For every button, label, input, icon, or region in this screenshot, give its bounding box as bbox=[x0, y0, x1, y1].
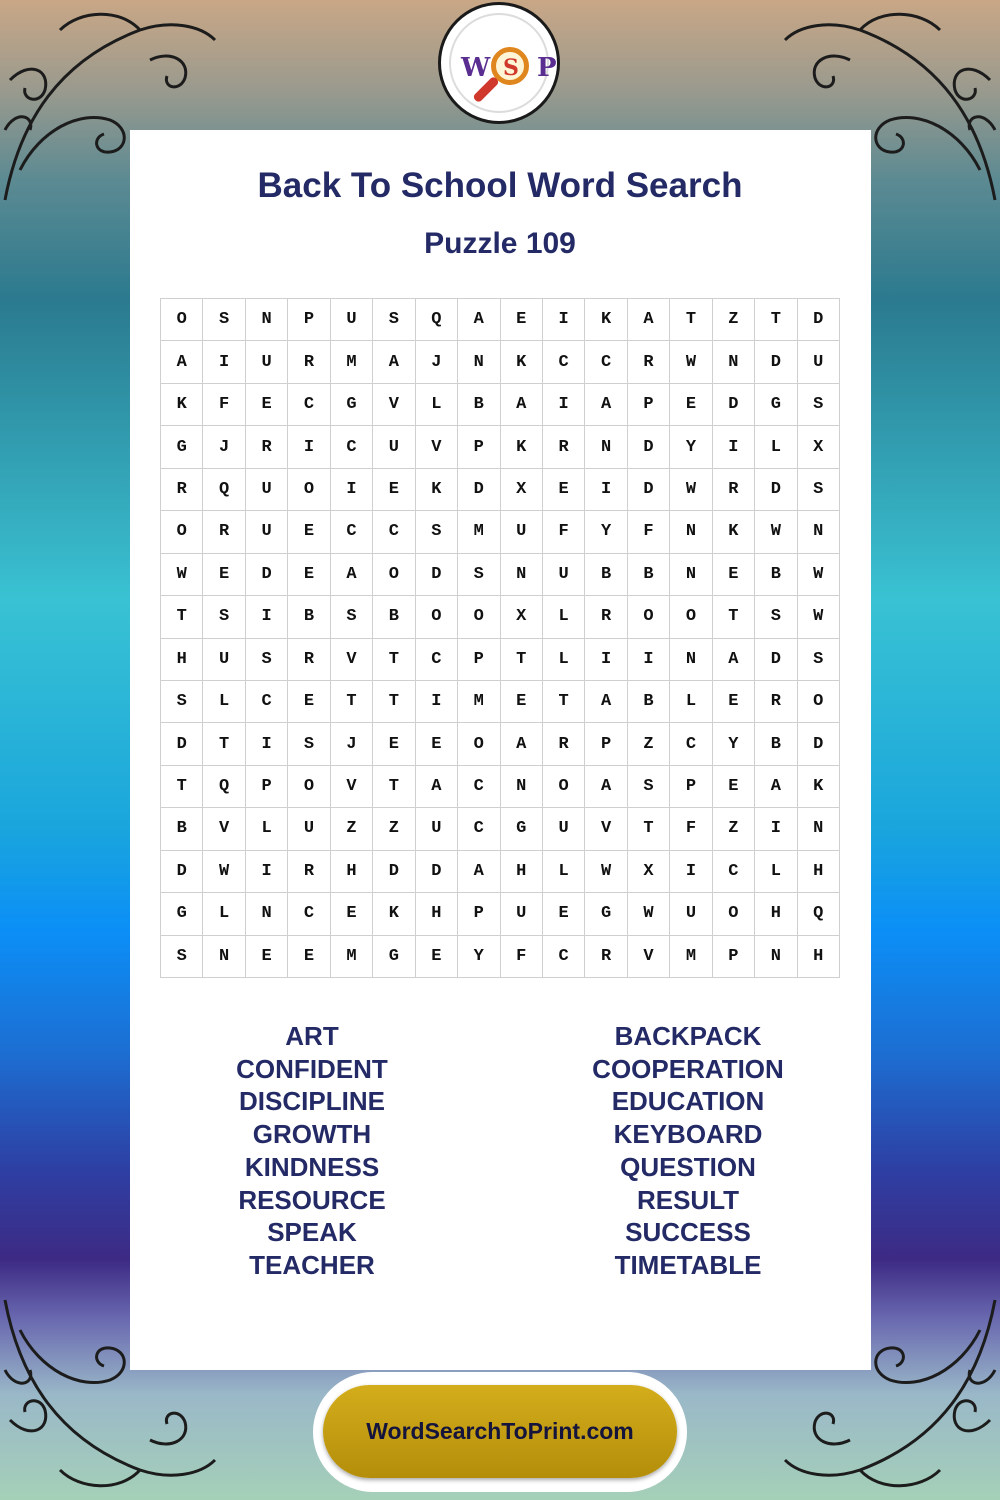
grid-cell[interactable]: Z bbox=[713, 808, 755, 850]
grid-cell[interactable]: D bbox=[755, 341, 797, 383]
grid-cell[interactable]: G bbox=[373, 936, 415, 978]
grid-cell[interactable]: R bbox=[543, 426, 585, 468]
grid-cell[interactable]: W bbox=[670, 469, 712, 511]
grid-cell[interactable]: X bbox=[628, 851, 670, 893]
grid-cell[interactable]: T bbox=[501, 639, 543, 681]
grid-cell[interactable]: O bbox=[458, 723, 500, 765]
grid-cell[interactable]: E bbox=[543, 893, 585, 935]
grid-cell[interactable]: C bbox=[543, 936, 585, 978]
grid-cell[interactable]: L bbox=[543, 851, 585, 893]
grid-cell[interactable]: L bbox=[416, 384, 458, 426]
grid-cell[interactable]: N bbox=[501, 766, 543, 808]
grid-cell[interactable]: M bbox=[458, 511, 500, 553]
grid-cell[interactable]: O bbox=[798, 681, 840, 723]
grid-cell[interactable]: T bbox=[373, 639, 415, 681]
grid-cell[interactable]: P bbox=[713, 936, 755, 978]
grid-cell[interactable]: T bbox=[373, 681, 415, 723]
grid-cell[interactable]: N bbox=[670, 511, 712, 553]
grid-cell[interactable]: S bbox=[203, 596, 245, 638]
word-item: SUCCESS bbox=[625, 1217, 751, 1248]
grid-cell[interactable]: C bbox=[585, 341, 627, 383]
grid-cell[interactable]: V bbox=[203, 808, 245, 850]
grid-cell[interactable]: S bbox=[628, 766, 670, 808]
grid-cell[interactable]: H bbox=[755, 893, 797, 935]
grid-cell[interactable]: E bbox=[713, 681, 755, 723]
grid-cell[interactable]: L bbox=[203, 893, 245, 935]
grid-cell[interactable]: O bbox=[288, 469, 330, 511]
grid-cell[interactable]: R bbox=[288, 639, 330, 681]
grid-cell[interactable]: Q bbox=[416, 299, 458, 341]
grid-cell[interactable]: O bbox=[670, 596, 712, 638]
grid-cell[interactable]: Z bbox=[628, 723, 670, 765]
grid-cell[interactable]: S bbox=[798, 469, 840, 511]
grid-cell[interactable]: E bbox=[203, 554, 245, 596]
grid-cell[interactable]: U bbox=[288, 808, 330, 850]
grid-cell[interactable]: C bbox=[458, 766, 500, 808]
grid-cell[interactable]: C bbox=[458, 808, 500, 850]
grid-cell[interactable]: E bbox=[713, 766, 755, 808]
grid-cell[interactable]: D bbox=[161, 723, 203, 765]
grid-cell[interactable]: R bbox=[246, 426, 288, 468]
grid-cell[interactable]: B bbox=[755, 723, 797, 765]
grid-cell[interactable]: A bbox=[501, 384, 543, 426]
grid-cell[interactable]: T bbox=[670, 299, 712, 341]
grid-cell[interactable]: D bbox=[713, 384, 755, 426]
grid-cell[interactable]: P bbox=[458, 639, 500, 681]
grid-cell[interactable]: Y bbox=[670, 426, 712, 468]
grid-cell[interactable]: P bbox=[246, 766, 288, 808]
grid-cell[interactable]: T bbox=[373, 766, 415, 808]
grid-cell[interactable]: U bbox=[543, 808, 585, 850]
grid-cell[interactable]: O bbox=[416, 596, 458, 638]
grid-cell[interactable]: R bbox=[161, 469, 203, 511]
logo-letter-p: P bbox=[537, 53, 557, 83]
grid-cell[interactable]: K bbox=[501, 341, 543, 383]
grid-cell[interactable]: W bbox=[161, 554, 203, 596]
grid-cell[interactable]: P bbox=[288, 299, 330, 341]
grid-cell[interactable]: S bbox=[246, 639, 288, 681]
grid-cell[interactable]: E bbox=[670, 384, 712, 426]
grid-cell[interactable]: K bbox=[161, 384, 203, 426]
grid-cell[interactable]: D bbox=[798, 723, 840, 765]
grid-cell[interactable]: K bbox=[798, 766, 840, 808]
grid-cell[interactable]: W bbox=[798, 596, 840, 638]
grid-cell[interactable]: H bbox=[416, 893, 458, 935]
grid-cell[interactable]: D bbox=[798, 299, 840, 341]
grid-cell[interactable]: A bbox=[585, 766, 627, 808]
grid-cell[interactable]: U bbox=[246, 341, 288, 383]
grid-cell[interactable]: T bbox=[755, 299, 797, 341]
grid-cell[interactable]: O bbox=[161, 299, 203, 341]
grid-cell[interactable]: A bbox=[458, 851, 500, 893]
grid-cell[interactable]: C bbox=[331, 426, 373, 468]
grid-cell[interactable]: W bbox=[585, 851, 627, 893]
grid-cell[interactable]: C bbox=[331, 511, 373, 553]
grid-cell[interactable]: J bbox=[416, 341, 458, 383]
grid-cell[interactable]: R bbox=[288, 341, 330, 383]
grid-cell[interactable]: P bbox=[628, 384, 670, 426]
grid-cell[interactable]: L bbox=[670, 681, 712, 723]
grid-cell[interactable]: O bbox=[161, 511, 203, 553]
grid-cell[interactable]: D bbox=[628, 426, 670, 468]
grid-cell[interactable]: R bbox=[585, 596, 627, 638]
grid-cell[interactable]: O bbox=[458, 596, 500, 638]
grid-cell[interactable]: A bbox=[585, 384, 627, 426]
grid-cell[interactable]: C bbox=[288, 384, 330, 426]
grid-cell[interactable]: S bbox=[798, 384, 840, 426]
grid-cell[interactable]: N bbox=[670, 554, 712, 596]
grid-cell[interactable]: G bbox=[585, 893, 627, 935]
word-item: ART bbox=[285, 1021, 339, 1051]
word-item: BACKPACK bbox=[614, 1021, 762, 1051]
grid-cell[interactable]: H bbox=[798, 936, 840, 978]
grid-cell[interactable]: E bbox=[288, 554, 330, 596]
grid-cell[interactable]: S bbox=[161, 936, 203, 978]
grid-cell[interactable]: N bbox=[798, 511, 840, 553]
grid-cell[interactable]: T bbox=[161, 766, 203, 808]
grid-cell[interactable]: D bbox=[628, 469, 670, 511]
grid-cell[interactable]: Y bbox=[713, 723, 755, 765]
grid-cell[interactable]: N bbox=[246, 299, 288, 341]
grid-cell[interactable]: V bbox=[373, 384, 415, 426]
grid-cell[interactable]: B bbox=[458, 384, 500, 426]
grid-cell[interactable]: E bbox=[246, 384, 288, 426]
grid-cell[interactable]: T bbox=[543, 681, 585, 723]
grid-cell[interactable]: I bbox=[246, 851, 288, 893]
puzzle-number: Puzzle 109 bbox=[424, 227, 576, 260]
grid-cell[interactable]: I bbox=[543, 384, 585, 426]
word-item: TIMETABLE bbox=[614, 1249, 762, 1280]
grid-cell[interactable]: U bbox=[246, 469, 288, 511]
grid-cell[interactable]: H bbox=[501, 851, 543, 893]
word-item: RESOURCE bbox=[238, 1184, 386, 1215]
grid-cell[interactable]: B bbox=[628, 681, 670, 723]
grid-cell[interactable]: S bbox=[288, 723, 330, 765]
grid-cell[interactable]: E bbox=[246, 936, 288, 978]
grid-cell[interactable]: T bbox=[203, 723, 245, 765]
grid-cell[interactable]: K bbox=[373, 893, 415, 935]
grid-cell[interactable]: E bbox=[288, 936, 330, 978]
grid-cell[interactable]: N bbox=[670, 639, 712, 681]
grid-cell[interactable]: E bbox=[416, 936, 458, 978]
grid-cell[interactable]: I bbox=[203, 341, 245, 383]
grid-cell[interactable]: I bbox=[755, 808, 797, 850]
grid-cell[interactable]: F bbox=[203, 384, 245, 426]
website-button[interactable]: WordSearchToPrint.com bbox=[323, 1385, 677, 1478]
logo-letter-w: W bbox=[461, 53, 491, 83]
grid-cell[interactable]: T bbox=[331, 681, 373, 723]
grid-cell[interactable]: C bbox=[416, 639, 458, 681]
grid-cell[interactable]: A bbox=[628, 299, 670, 341]
grid-cell[interactable]: S bbox=[331, 596, 373, 638]
grid-cell[interactable]: V bbox=[585, 808, 627, 850]
grid-cell[interactable]: G bbox=[755, 384, 797, 426]
grid-cell[interactable]: V bbox=[331, 639, 373, 681]
wsp-logo[interactable] bbox=[438, 2, 560, 124]
grid-cell[interactable]: C bbox=[543, 341, 585, 383]
grid-cell[interactable]: Z bbox=[713, 299, 755, 341]
grid-cell[interactable]: R bbox=[585, 936, 627, 978]
grid-cell[interactable]: G bbox=[161, 426, 203, 468]
grid-cell[interactable]: N bbox=[501, 554, 543, 596]
grid-cell[interactable]: E bbox=[543, 469, 585, 511]
grid-cell[interactable]: R bbox=[755, 681, 797, 723]
grid-cell[interactable]: P bbox=[585, 723, 627, 765]
word-item: CONFIDENT bbox=[236, 1053, 388, 1084]
grid-cell[interactable]: W bbox=[798, 554, 840, 596]
letter-grid bbox=[160, 298, 840, 978]
grid-cell[interactable]: W bbox=[203, 851, 245, 893]
grid-cell[interactable]: F bbox=[543, 511, 585, 553]
grid-cell[interactable]: M bbox=[458, 681, 500, 723]
grid-cell[interactable]: O bbox=[628, 596, 670, 638]
grid-cell[interactable]: E bbox=[373, 723, 415, 765]
grid-cell[interactable]: U bbox=[798, 341, 840, 383]
grid-cell[interactable]: V bbox=[416, 426, 458, 468]
grid-cell[interactable]: X bbox=[501, 469, 543, 511]
grid-cell[interactable]: L bbox=[246, 808, 288, 850]
grid-cell[interactable]: E bbox=[501, 681, 543, 723]
grid-cell[interactable]: F bbox=[670, 808, 712, 850]
grid-cell[interactable]: I bbox=[585, 639, 627, 681]
grid-cell[interactable]: T bbox=[161, 596, 203, 638]
grid-cell[interactable]: R bbox=[713, 469, 755, 511]
grid-cell[interactable]: U bbox=[203, 639, 245, 681]
grid-cell[interactable]: C bbox=[246, 681, 288, 723]
grid-cell[interactable]: G bbox=[331, 384, 373, 426]
grid-cell[interactable]: Q bbox=[798, 893, 840, 935]
grid-cell[interactable]: W bbox=[628, 893, 670, 935]
grid-cell[interactable]: A bbox=[585, 681, 627, 723]
grid-cell[interactable]: N bbox=[798, 808, 840, 850]
grid-cell[interactable]: D bbox=[416, 554, 458, 596]
grid-cell[interactable]: B bbox=[585, 554, 627, 596]
word-list-left bbox=[162, 1020, 462, 1282]
word-item: RESULT bbox=[636, 1184, 740, 1215]
grid-cell[interactable]: J bbox=[203, 426, 245, 468]
grid-cell[interactable]: E bbox=[713, 554, 755, 596]
grid-cell[interactable]: Q bbox=[203, 766, 245, 808]
grid-cell[interactable]: N bbox=[458, 341, 500, 383]
grid-cell[interactable]: A bbox=[161, 341, 203, 383]
grid-cell[interactable]: M bbox=[670, 936, 712, 978]
logo-ring bbox=[449, 13, 557, 113]
grid-cell[interactable]: D bbox=[416, 851, 458, 893]
grid-cell[interactable]: E bbox=[331, 893, 373, 935]
grid-cell[interactable]: Y bbox=[458, 936, 500, 978]
grid-cell[interactable]: P bbox=[458, 426, 500, 468]
grid-cell[interactable]: Y bbox=[585, 511, 627, 553]
grid-cell[interactable]: I bbox=[543, 299, 585, 341]
grid-cell[interactable]: U bbox=[543, 554, 585, 596]
grid-cell[interactable]: D bbox=[246, 554, 288, 596]
grid-cell[interactable]: S bbox=[458, 554, 500, 596]
grid-cell[interactable]: M bbox=[331, 936, 373, 978]
grid-cell[interactable]: L bbox=[755, 426, 797, 468]
grid-cell[interactable]: C bbox=[373, 511, 415, 553]
grid-cell[interactable]: F bbox=[501, 936, 543, 978]
grid-cell[interactable]: E bbox=[416, 723, 458, 765]
grid-cell[interactable]: N bbox=[585, 426, 627, 468]
grid-cell[interactable]: L bbox=[543, 639, 585, 681]
grid-cell[interactable]: E bbox=[288, 681, 330, 723]
logo-letter-s: S bbox=[503, 55, 519, 81]
grid-cell[interactable]: T bbox=[628, 808, 670, 850]
grid-cell[interactable]: F bbox=[628, 511, 670, 553]
grid-cell[interactable]: V bbox=[331, 766, 373, 808]
word-item: EDUCATION bbox=[611, 1086, 765, 1117]
grid-cell[interactable]: B bbox=[373, 596, 415, 638]
grid-cell[interactable]: Q bbox=[203, 469, 245, 511]
word-item: TEACHER bbox=[249, 1249, 375, 1280]
grid-cell[interactable]: T bbox=[713, 596, 755, 638]
grid-cell[interactable]: S bbox=[161, 681, 203, 723]
grid-cell[interactable]: D bbox=[161, 851, 203, 893]
grid-cell[interactable]: I bbox=[288, 426, 330, 468]
grid-cell[interactable]: E bbox=[288, 511, 330, 553]
grid-cell[interactable]: N bbox=[246, 893, 288, 935]
grid-cell[interactable]: E bbox=[373, 469, 415, 511]
grid-cell[interactable]: X bbox=[501, 596, 543, 638]
word-item: QUESTION bbox=[620, 1151, 756, 1182]
grid-cell[interactable]: B bbox=[288, 596, 330, 638]
grid-cell[interactable]: H bbox=[161, 639, 203, 681]
grid-cell[interactable]: L bbox=[755, 851, 797, 893]
grid-cell[interactable]: A bbox=[755, 766, 797, 808]
grid-cell[interactable]: S bbox=[755, 596, 797, 638]
grid-cell[interactable]: B bbox=[628, 554, 670, 596]
grid-cell[interactable]: U bbox=[670, 893, 712, 935]
grid-cell[interactable]: K bbox=[585, 299, 627, 341]
word-item: GROWTH bbox=[252, 1119, 372, 1150]
word-list-right bbox=[538, 1020, 838, 1282]
page-title: Back To School Word Search bbox=[257, 166, 743, 205]
grid-cell[interactable]: H bbox=[798, 851, 840, 893]
grid-cell[interactable]: K bbox=[713, 511, 755, 553]
grid-cell[interactable]: P bbox=[458, 893, 500, 935]
word-item: DISCIPLINE bbox=[239, 1086, 385, 1117]
grid-cell[interactable]: X bbox=[798, 426, 840, 468]
grid-cell[interactable]: H bbox=[331, 851, 373, 893]
grid-cell[interactable]: V bbox=[628, 936, 670, 978]
grid-cell[interactable]: C bbox=[713, 851, 755, 893]
grid-cell[interactable]: D bbox=[373, 851, 415, 893]
grid-cell[interactable]: U bbox=[501, 511, 543, 553]
grid-cell[interactable]: C bbox=[670, 723, 712, 765]
grid-cell[interactable]: O bbox=[543, 766, 585, 808]
grid-cell[interactable]: J bbox=[331, 723, 373, 765]
grid-cell[interactable]: R bbox=[628, 341, 670, 383]
grid-cell[interactable]: G bbox=[161, 893, 203, 935]
grid-cell[interactable]: O bbox=[288, 766, 330, 808]
grid-cell[interactable]: K bbox=[416, 469, 458, 511]
grid-cell[interactable]: S bbox=[203, 299, 245, 341]
grid-cell[interactable]: L bbox=[203, 681, 245, 723]
grid-cell[interactable]: S bbox=[798, 639, 840, 681]
grid-cell[interactable]: I bbox=[246, 596, 288, 638]
grid-cell[interactable]: D bbox=[755, 639, 797, 681]
grid-cell[interactable]: B bbox=[161, 808, 203, 850]
grid-cell[interactable]: E bbox=[501, 299, 543, 341]
grid-cell[interactable]: R bbox=[288, 851, 330, 893]
word-item: KINDNESS bbox=[244, 1151, 380, 1182]
grid-cell[interactable]: Z bbox=[331, 808, 373, 850]
grid-cell[interactable]: I bbox=[628, 639, 670, 681]
grid-cell[interactable]: A bbox=[416, 766, 458, 808]
grid-cell[interactable]: D bbox=[755, 469, 797, 511]
grid-cell[interactable]: U bbox=[416, 808, 458, 850]
grid-cell[interactable]: L bbox=[543, 596, 585, 638]
grid-cell[interactable]: W bbox=[755, 511, 797, 553]
grid-cell[interactable]: S bbox=[373, 299, 415, 341]
grid-cell[interactable]: B bbox=[755, 554, 797, 596]
grid-cell[interactable]: U bbox=[501, 893, 543, 935]
grid-cell[interactable]: I bbox=[670, 851, 712, 893]
grid-cell[interactable]: A bbox=[713, 639, 755, 681]
grid-cell[interactable]: I bbox=[246, 723, 288, 765]
word-item: COOPERATION bbox=[592, 1053, 784, 1084]
grid-cell[interactable]: R bbox=[543, 723, 585, 765]
grid-cell[interactable]: M bbox=[331, 341, 373, 383]
grid-cell[interactable]: A bbox=[501, 723, 543, 765]
grid-cell[interactable]: U bbox=[331, 299, 373, 341]
grid-cell[interactable]: U bbox=[246, 511, 288, 553]
grid-cell[interactable]: I bbox=[713, 426, 755, 468]
grid-cell[interactable]: A bbox=[373, 341, 415, 383]
grid-cell[interactable]: G bbox=[501, 808, 543, 850]
grid-cell[interactable]: W bbox=[670, 341, 712, 383]
grid-cell[interactable]: O bbox=[373, 554, 415, 596]
grid-cell[interactable]: N bbox=[713, 341, 755, 383]
grid-cell[interactable]: N bbox=[203, 936, 245, 978]
grid-cell[interactable]: A bbox=[458, 299, 500, 341]
grid-cell[interactable]: C bbox=[288, 893, 330, 935]
grid-cell[interactable]: I bbox=[416, 681, 458, 723]
grid-cell[interactable]: P bbox=[670, 766, 712, 808]
grid-cell[interactable]: D bbox=[458, 469, 500, 511]
word-item: SPEAK bbox=[267, 1217, 357, 1248]
grid-cell[interactable]: I bbox=[585, 469, 627, 511]
grid-cell[interactable]: K bbox=[501, 426, 543, 468]
grid-cell[interactable]: S bbox=[416, 511, 458, 553]
grid-cell[interactable]: Z bbox=[373, 808, 415, 850]
grid-cell[interactable]: U bbox=[373, 426, 415, 468]
grid-cell[interactable]: O bbox=[713, 893, 755, 935]
grid-cell[interactable]: R bbox=[203, 511, 245, 553]
word-item: KEYBOARD bbox=[613, 1119, 763, 1150]
grid-cell[interactable]: A bbox=[331, 554, 373, 596]
grid-cell[interactable]: N bbox=[755, 936, 797, 978]
grid-cell[interactable]: I bbox=[331, 469, 373, 511]
